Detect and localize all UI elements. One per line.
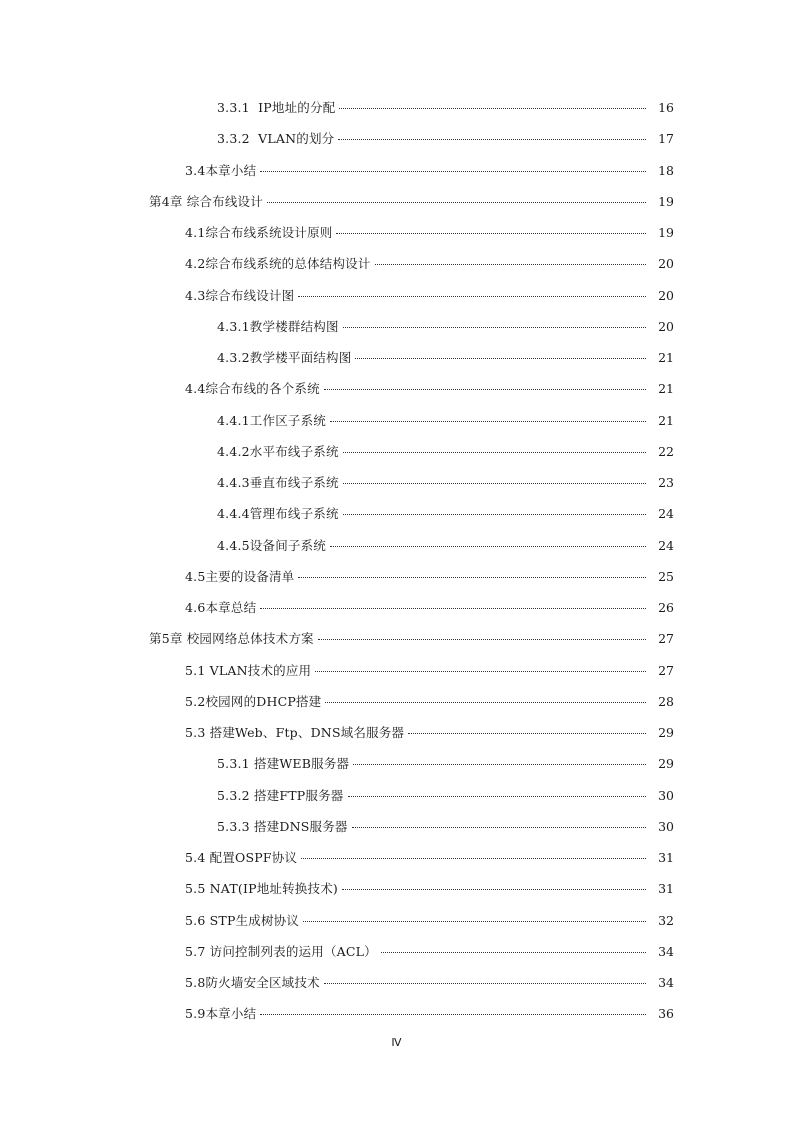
toc-entry[interactable] <box>0 817 793 848</box>
toc-entry[interactable] <box>0 317 793 348</box>
toc-entry-title: 5.3.2 搭建FTP服务器 <box>217 787 344 803</box>
toc-entry-title: 第5章 校园网络总体技术方案 <box>149 631 314 647</box>
toc-entry[interactable] <box>0 223 793 254</box>
toc-entry[interactable] <box>0 786 793 817</box>
toc-entry-title: 4.4.3垂直布线子系统 <box>217 475 339 490</box>
toc-entry-page: 20 <box>658 287 674 303</box>
toc-entry-page: 19 <box>658 225 674 240</box>
toc-entry-title: 5.6 STP生成树协议 <box>185 912 300 928</box>
toc-dot-leader <box>338 139 646 140</box>
toc-dot-leader <box>260 171 646 172</box>
toc-dot-leader <box>315 671 646 672</box>
toc-dot-leader <box>303 921 646 922</box>
toc-dot-leader <box>342 889 646 890</box>
toc-dot-leader <box>355 358 646 359</box>
toc-entry[interactable] <box>0 98 793 129</box>
toc-entry-title: 5.9本章小结 <box>185 1006 257 1022</box>
toc-entry-page: 19 <box>658 193 674 209</box>
toc-entry[interactable] <box>0 848 793 879</box>
toc-entry[interactable] <box>0 254 793 285</box>
toc-entry-title: 5.2校园网的DHCP搭建 <box>185 693 322 709</box>
toc-entry-page: 29 <box>658 756 674 772</box>
toc-dot-leader <box>260 608 646 609</box>
toc-dot-leader <box>348 796 646 797</box>
toc-entry-title: 5.1 VLAN技术的应用 <box>185 662 312 678</box>
toc-dot-leader <box>330 546 646 547</box>
toc-entry-page: 29 <box>658 725 674 740</box>
toc-dot-leader <box>298 296 646 297</box>
toc-entry-page: 34 <box>658 943 674 959</box>
toc-entry[interactable] <box>0 754 793 785</box>
toc-entry-title: 4.4.4管理布线子系统 <box>217 506 339 522</box>
toc-entry[interactable] <box>0 911 793 942</box>
toc-entry-page: 24 <box>658 537 674 553</box>
toc-entry-page: 20 <box>658 256 674 272</box>
toc-entry-title: 4.5主要的设备清单 <box>185 568 295 584</box>
toc-entry[interactable] <box>0 1004 793 1035</box>
toc-entry-title: 4.3综合布线设计图 <box>185 287 295 303</box>
toc-entry-page: 20 <box>658 318 674 334</box>
toc-entry-title: 3.3.1 IP地址的分配 <box>217 100 336 115</box>
toc-entry[interactable] <box>0 973 793 1004</box>
toc-entry-title: 5.5 NAT(IP地址转换技术) <box>185 881 338 897</box>
toc-entry[interactable] <box>0 598 793 629</box>
toc-entry-page: 18 <box>658 162 674 178</box>
toc-dot-leader <box>352 827 646 828</box>
toc-entry-page: 28 <box>658 693 674 709</box>
toc-entry[interactable] <box>0 411 793 442</box>
toc-entry-page: 30 <box>658 787 674 803</box>
toc-entry[interactable] <box>0 536 793 567</box>
toc-entry-page: 21 <box>658 381 674 397</box>
toc-entry-page: 31 <box>658 881 674 897</box>
toc-entry-title: 5.4 配置OSPF协议 <box>185 850 298 865</box>
toc-dot-leader <box>343 514 646 515</box>
toc-entry[interactable] <box>0 129 793 160</box>
toc-dot-leader <box>381 952 646 953</box>
toc-entry[interactable] <box>0 379 793 410</box>
table-of-contents <box>0 98 793 1036</box>
toc-entry-title: 4.3.2教学楼平面结构图 <box>217 350 352 365</box>
toc-entry[interactable] <box>0 504 793 535</box>
toc-entry-title: 4.4综合布线的各个系统 <box>185 381 320 397</box>
toc-entry-page: 23 <box>658 475 674 490</box>
toc-entry-title: 4.4.5设备间子系统 <box>217 537 327 553</box>
toc-dot-leader <box>375 264 646 265</box>
toc-entry[interactable] <box>0 629 793 660</box>
toc-entry-page: 16 <box>658 100 674 115</box>
toc-dot-leader <box>260 1014 646 1015</box>
toc-entry-page: 26 <box>658 600 674 615</box>
toc-entry-page: 21 <box>658 350 674 365</box>
toc-entry[interactable] <box>0 661 793 692</box>
toc-dot-leader <box>353 764 646 765</box>
toc-entry[interactable] <box>0 473 793 504</box>
page-number: Ⅳ <box>391 1036 402 1049</box>
toc-entry[interactable] <box>0 161 793 192</box>
toc-dot-leader <box>318 639 646 640</box>
toc-entry-title: 5.3 搭建Web、Ftp、DNS域名服务器 <box>185 725 405 740</box>
toc-dot-leader <box>343 483 646 484</box>
toc-entry[interactable] <box>0 286 793 317</box>
toc-entry-page: 24 <box>658 506 674 522</box>
toc-entry[interactable] <box>0 692 793 723</box>
toc-entry-title: 4.1综合布线系统设计原则 <box>185 225 333 240</box>
toc-entry-page: 25 <box>658 568 674 584</box>
toc-entry-page: 17 <box>658 131 674 147</box>
toc-entry[interactable] <box>0 442 793 473</box>
toc-entry-title: 4.2综合布线系统的总体结构设计 <box>185 256 371 272</box>
toc-dot-leader <box>343 327 646 328</box>
toc-entry-title: 4.4.1工作区子系统 <box>217 412 327 428</box>
toc-dot-leader <box>343 452 646 453</box>
toc-entry-title: 3.3.2 VLAN的划分 <box>217 131 335 147</box>
toc-entry-page: 31 <box>658 850 674 865</box>
toc-entry-title: 5.8防火墙安全区域技术 <box>185 975 320 990</box>
toc-dot-leader <box>325 702 646 703</box>
toc-entry-title: 4.6本章总结 <box>185 600 257 615</box>
toc-dot-leader <box>336 233 646 234</box>
toc-dot-leader <box>324 389 646 390</box>
toc-dot-leader <box>301 858 646 859</box>
toc-entry-title: 4.3.1教学楼群结构图 <box>217 318 339 334</box>
toc-entry-title: 第4章 综合布线设计 <box>149 193 263 209</box>
toc-entry-page: 30 <box>658 818 674 834</box>
toc-entry-page: 27 <box>658 662 674 678</box>
toc-entry-page: 27 <box>658 631 674 647</box>
toc-entry-title: 5.3.1 搭建WEB服务器 <box>217 756 350 772</box>
toc-entry[interactable] <box>0 723 793 754</box>
toc-entry-page: 22 <box>658 443 674 459</box>
toc-entry[interactable] <box>0 567 793 598</box>
toc-entry-page: 32 <box>658 912 674 928</box>
toc-entry[interactable] <box>0 879 793 910</box>
toc-entry-title: 3.4本章小结 <box>185 162 257 178</box>
toc-entry[interactable] <box>0 348 793 379</box>
toc-dot-leader <box>324 983 646 984</box>
toc-entry-page: 21 <box>658 412 674 428</box>
toc-dot-leader <box>408 733 646 734</box>
toc-entry[interactable] <box>0 192 793 223</box>
toc-entry-title: 5.3.3 搭建DNS服务器 <box>217 818 348 834</box>
toc-dot-leader <box>267 202 646 203</box>
toc-entry-page: 36 <box>658 1006 674 1022</box>
toc-dot-leader <box>330 421 646 422</box>
toc-entry-title: 5.7 访问控制列表的运用（ACL） <box>185 943 377 959</box>
toc-dot-leader <box>298 577 646 578</box>
toc-entry[interactable] <box>0 942 793 973</box>
toc-entry-title: 4.4.2水平布线子系统 <box>217 443 339 459</box>
toc-dot-leader <box>339 108 646 109</box>
toc-entry-page: 34 <box>658 975 674 990</box>
